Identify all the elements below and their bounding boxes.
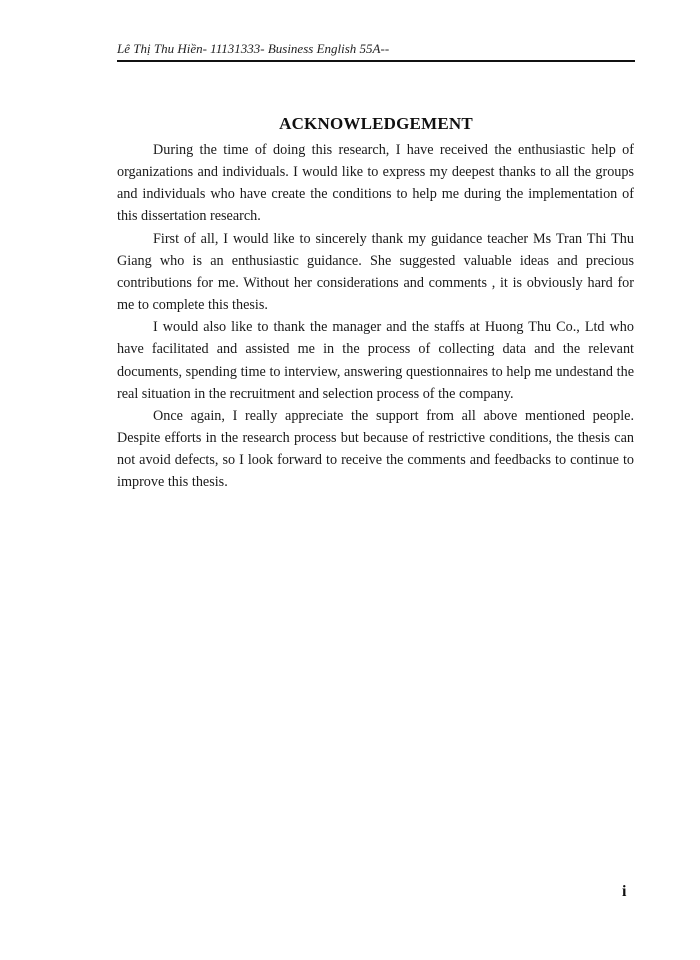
page-number: i bbox=[622, 883, 627, 900]
page-title: ACKNOWLEDGEMENT bbox=[279, 114, 473, 133]
paragraph: First of all, I would like to sincerely thank my guidance teacher Ms Tran Thi Thu Giang who is an enthusiastic guidance. She suggested valuable ideas and precious contributions for me. Without her considerations and comments , it is obviously hard for me to complete this thesis. bbox=[117, 230, 634, 314]
page-header bbox=[117, 40, 635, 62]
header-text: Lê Thị Thu Hiền- 11131333- Business English 55A-- bbox=[117, 41, 390, 56]
paragraph: During the time of doing this research, I have received the enthusiastic help of organizations and individuals. I would like to express my deepest thanks to all the groups and individuals who have create the conditions to help me during the implementation of this dissertation research. bbox=[117, 142, 634, 225]
paragraph: I would also like to thank the manager and the staffs at Huong Thu Co., Ltd who have facilitated and assisted me in the process of collecting data and the relevant documents, spending time to interview, answering questionnaires to help me undestand the real situation in the recruitment and selection process of the company. bbox=[117, 319, 634, 402]
acknowledgement-body bbox=[117, 139, 634, 494]
paragraph: Once again, I really appreciate the support from all above mentioned people. Despite efforts in the research process but because of restrictive conditions, the thesis can not avoid defects, so I look forward to receive the comments and feedbacks to continue to improve this thesis. bbox=[117, 407, 634, 491]
